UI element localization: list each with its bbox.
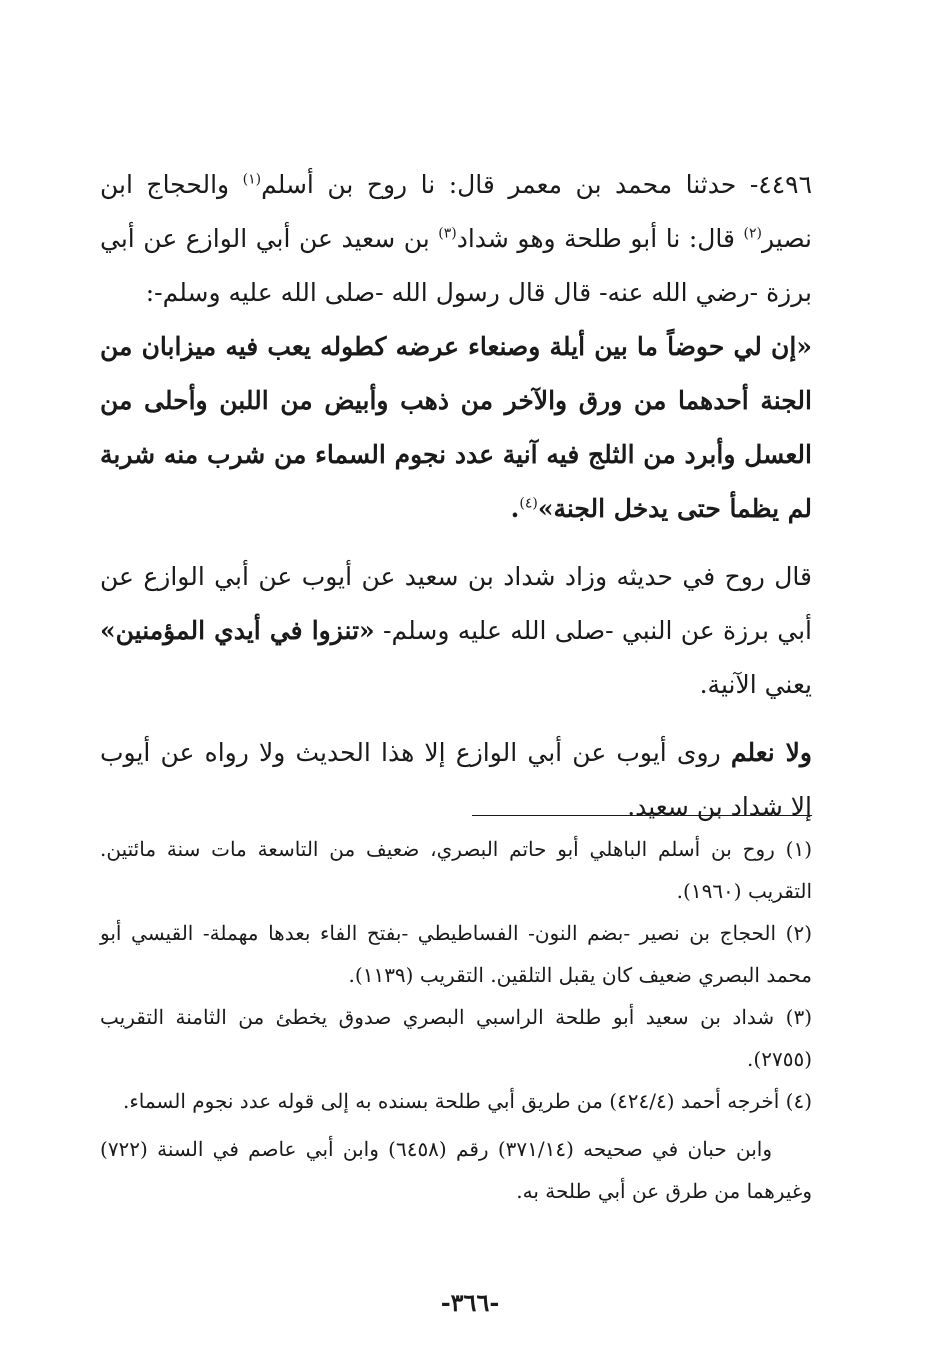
footnote-4 <box>100 1080 812 1122</box>
main-text <box>100 158 812 834</box>
footnotes <box>100 828 812 1212</box>
isnad-part-3: قال: نا أبو طلحة وهو شداد <box>456 224 744 253</box>
footnote-text: الحجاج بن نصير -بضم النون- الفساطيطي -بفتح الفاء بعدها مهملة- القيسي أبو محمد البصري ضعيف كان يقبل التلقين. التقريب (١١٣٩). <box>100 921 812 987</box>
footnote-2 <box>100 912 812 996</box>
footnote-1 <box>100 828 812 912</box>
footnote-ref-4[interactable]: (٤) <box>519 495 538 512</box>
isnad-part-1: ٤٤٩٦- حدثنا محمد بن معمر قال: نا روح بن أسلم <box>261 170 812 199</box>
footnote-ref-2[interactable]: (٢) <box>743 225 763 242</box>
footnote-text: شداد بن سعيد أبو طلحة الراسبي البصري صدوق يخطئ من الثامنة التقريب (٢٧٥٥). <box>100 1005 812 1071</box>
ziyada-paragraph <box>100 550 812 712</box>
matn-text: «إن لي حوضاً ما بين أيلة وصنعاء عرضه كطوله يعب فيه ميزابان من الجنة أحدهما من ورق والآخر من ذهب وأبيض من اللبن وأحلى من العسل وأبرد من الثلج فيه آنية عدد نجوم السماء من شرب منه شربة لم يظمأ حتى يدخل الجنة» <box>100 332 812 523</box>
footnote-number: (٢) <box>785 921 812 945</box>
isnad-paragraph <box>100 158 812 320</box>
isnad-part-4: بن سعيد عن أبي الوازع عن أبي برزة -رضي الله عنه- قال قال رسول الله -صلى الله عليه وسلم-: <box>100 224 812 307</box>
comment-paragraph <box>100 726 812 834</box>
footnote-text: أخرجه أحمد (٤٢٤/٤) من طريق أبي طلحة بسنده به إلى قوله عدد نجوم السماء. <box>122 1089 786 1113</box>
isnad-part-2: والحجاج ابن نصير <box>100 170 812 253</box>
ziyada-part-2: يعني الآنية. <box>699 670 812 699</box>
matn-end: . <box>510 494 520 523</box>
footnote-text: روح بن أسلم الباهلي أبو حاتم البصري، ضعيف من التاسعة مات سنة مائتين. التقريب (١٩٦٠). <box>100 837 812 903</box>
footnote-number: (٤) <box>785 1089 812 1113</box>
ziyada-part-1: قال روح في حديثه وزاد شداد بن سعيد عن أيوب عن أبي الوازع عن أبي برزة عن النبي -صلى الله عليه وسلم- <box>100 562 813 645</box>
comment-rest: روى أيوب عن أبي الوازع إلا هذا الحديث ولا رواه عن أيوب إلا شداد بن سعيد. <box>100 738 812 821</box>
ziyada-bold: «تنزوا في أيدي المؤمنين» <box>100 616 375 645</box>
footnote-4-continuation: وابن حبان في صحيحه (٣٧١/١٤) رقم (٦٤٥٨) وابن أبي عاصم في السنة (٧٢٢) وغيرهما من طرق عن أبي طلحة به. <box>100 1137 812 1203</box>
matn-paragraph <box>100 320 812 536</box>
footnote-number: (١) <box>785 837 812 861</box>
comment-bold: ولا نعلم <box>730 738 813 767</box>
footnote-ref-1[interactable]: (١) <box>242 171 262 188</box>
footnote-ref-3[interactable]: (٣) <box>438 225 457 242</box>
footnote-3 <box>100 996 812 1080</box>
footnote-number: (٣) <box>785 1005 812 1029</box>
page-number: -٣٦٦- <box>440 1288 500 1317</box>
footnote-separator <box>472 815 812 816</box>
